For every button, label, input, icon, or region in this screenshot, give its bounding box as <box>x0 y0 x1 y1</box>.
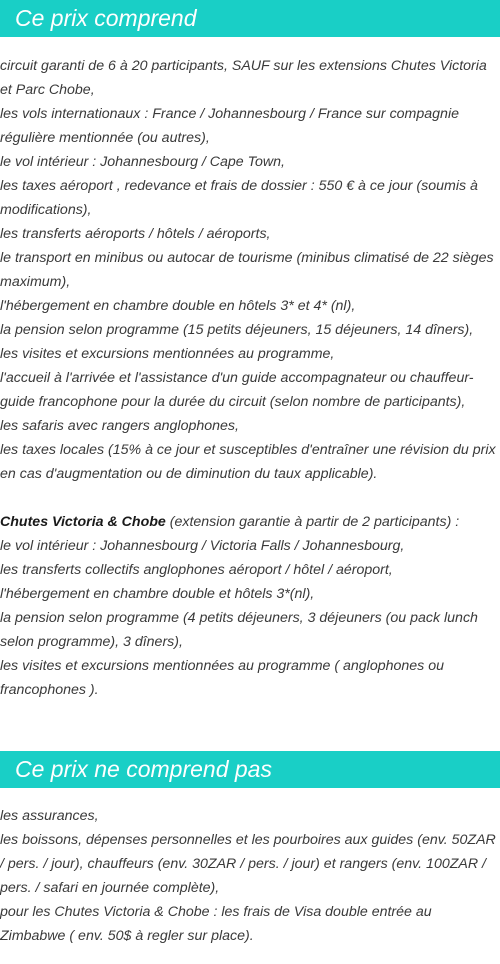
list-item: circuit garanti de 6 à 20 participants, SAUF sur les extensions Chutes Victoria et Parc Chobe, <box>0 58 487 98</box>
included-section-title: Ce prix comprend <box>15 5 197 31</box>
chutes-extension-note: (extension garantie à partir de 2 participants) : <box>165 514 460 530</box>
excluded-list <box>0 804 500 948</box>
list-item: la pension selon programme (15 petits déjeuners, 15 déjeuners, 14 dîners), <box>0 322 474 338</box>
chutes-extension-name: Chutes Victoria & Chobe <box>0 514 166 530</box>
list-item: le transport en minibus ou autocar de tourisme (minibus climatisé de 22 sièges maximum), <box>0 250 494 290</box>
chutes-extension-heading <box>0 510 500 534</box>
list-item: les vols internationaux : France / Johannesbourg / France sur compagnie régulière mentionnée (ou autres), <box>0 106 459 146</box>
list-item: les assurances, <box>0 808 99 824</box>
list-item: les transferts aéroports / hôtels / aéroports, <box>0 226 271 242</box>
list-item: le vol intérieur : Johannesbourg / Victoria Falls / Johannesbourg, <box>0 538 405 554</box>
list-item: la pension selon programme (4 petits déjeuners, 3 déjeuners (ou pack lunch selon programme), 3 dîners), <box>0 610 478 650</box>
list-item: les visites et excursions mentionnées au programme ( anglophones ou francophones ). <box>0 658 444 698</box>
excluded-section-title: Ce prix ne comprend pas <box>15 756 272 782</box>
list-item: les transferts collectifs anglophones aéroport / hôtel / aéroport, <box>0 562 393 578</box>
list-item: les taxes locales (15% à ce jour et susceptibles d'entraîner une révision du prix en cas d'augmentation ou de diminution du taux applicable). <box>0 442 496 482</box>
included-section-header <box>0 0 500 37</box>
list-item: les safaris avec rangers anglophones, <box>0 418 239 434</box>
list-item: pour les Chutes Victoria & Chobe : les frais de Visa double entrée au Zimbabwe ( env. 50$ à regler sur place). <box>0 904 432 944</box>
list-item: les boissons, dépenses personnelles et les pourboires aux guides (env. 50ZAR / pers. / jour), chauffeurs (env. 30ZAR / pers. / jour) et rangers (env. 100ZAR / pers. / safari en journée complète), <box>0 832 496 896</box>
list-item: l'hébergement en chambre double en hôtels 3* et 4* (nl), <box>0 298 356 314</box>
chutes-extension-list <box>0 510 500 702</box>
included-list <box>0 54 500 486</box>
list-item: l'accueil à l'arrivée et l'assistance d'un guide accompagnateur ou chauffeur-guide francophone pour la durée du circuit (selon nombre de participants), <box>0 370 474 410</box>
list-item: les taxes aéroport , redevance et frais de dossier : 550 € à ce jour (soumis à modifications), <box>0 178 478 218</box>
list-item: les visites et excursions mentionnées au programme, <box>0 346 335 362</box>
excluded-section-header <box>0 751 500 788</box>
list-item: le vol intérieur : Johannesbourg / Cape Town, <box>0 154 285 170</box>
list-item: l'hébergement en chambre double et hôtels 3*(nl), <box>0 586 315 602</box>
